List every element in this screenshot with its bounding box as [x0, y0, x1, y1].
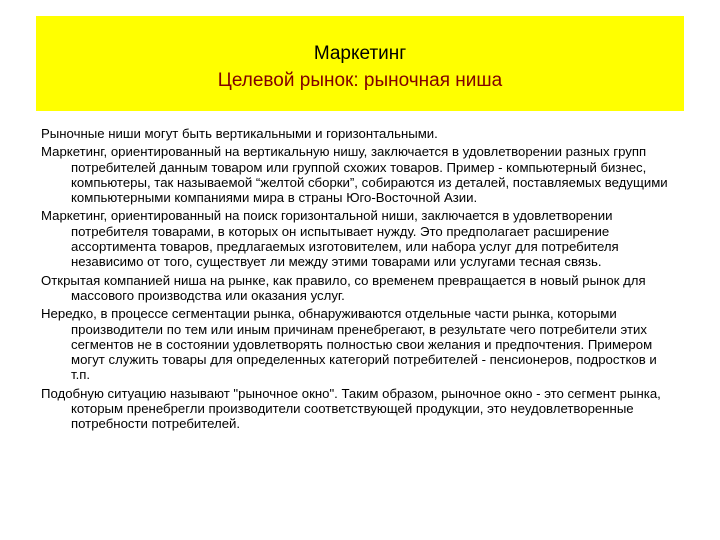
paragraph-vertical-niche: Маркетинг, ориентированный на вертикальную нишу, заключается в удовлетворении разных групп потребителей данным товаром или группой схожих товаров. Пример - компьютерный бизнес, компьютеры, так называемой “желтой сборки”, собираются из деталей, поставляемых ведущими компьютерными компаниями мира в страны Юго-Восточной Азии. — [41, 144, 668, 206]
paragraph-market-window: Подобную ситуацию называют "рыночное окно". Таким образом, рыночное окно - это сегмент рынка, которым пренебрегли производители соответствующей продукции, это неудовлетворенные потребности потребителей. — [41, 385, 661, 432]
slide-title: Маркетинг — [313, 43, 407, 64]
paragraph-open-niche: Открытая компанией ниша на рынке, как правило, со временем превращается в новый рынок для массового производства или оказания услуг. — [41, 272, 646, 303]
slide-subtitle: Целевой рынок: рыночная ниша — [217, 70, 503, 91]
paragraph-niche-types: Рыночные ниши могут быть вертикальными и горизонтальными. — [41, 126, 438, 141]
title-band — [36, 16, 684, 111]
paragraph-horizontal-niche: Маркетинг, ориентированный на поиск горизонтальной ниши, заключается в удовлетворении потребителя товарами, в которых он испытывает нужду. Это предполагает расширение ассортимента товаров, предлагаемых изготовителем, или набора услуг для потребителя независимо от того, существует ли между этими товарами или услугами тесная связь. — [41, 208, 619, 270]
paragraph-segmentation: Нередко, в процессе сегментации рынка, обнаруживаются отдельные части рынка, которыми производители по тем или иным причинам пренебрегают, в результате чего потребители этих сегментов не в состоянии удовлетворять полностью свои желания и предпочтения. Примером могут служить товары для определенных категорий потребителей - пенсионеров, подростков и т.п. — [41, 306, 657, 383]
slide-body — [41, 126, 671, 435]
